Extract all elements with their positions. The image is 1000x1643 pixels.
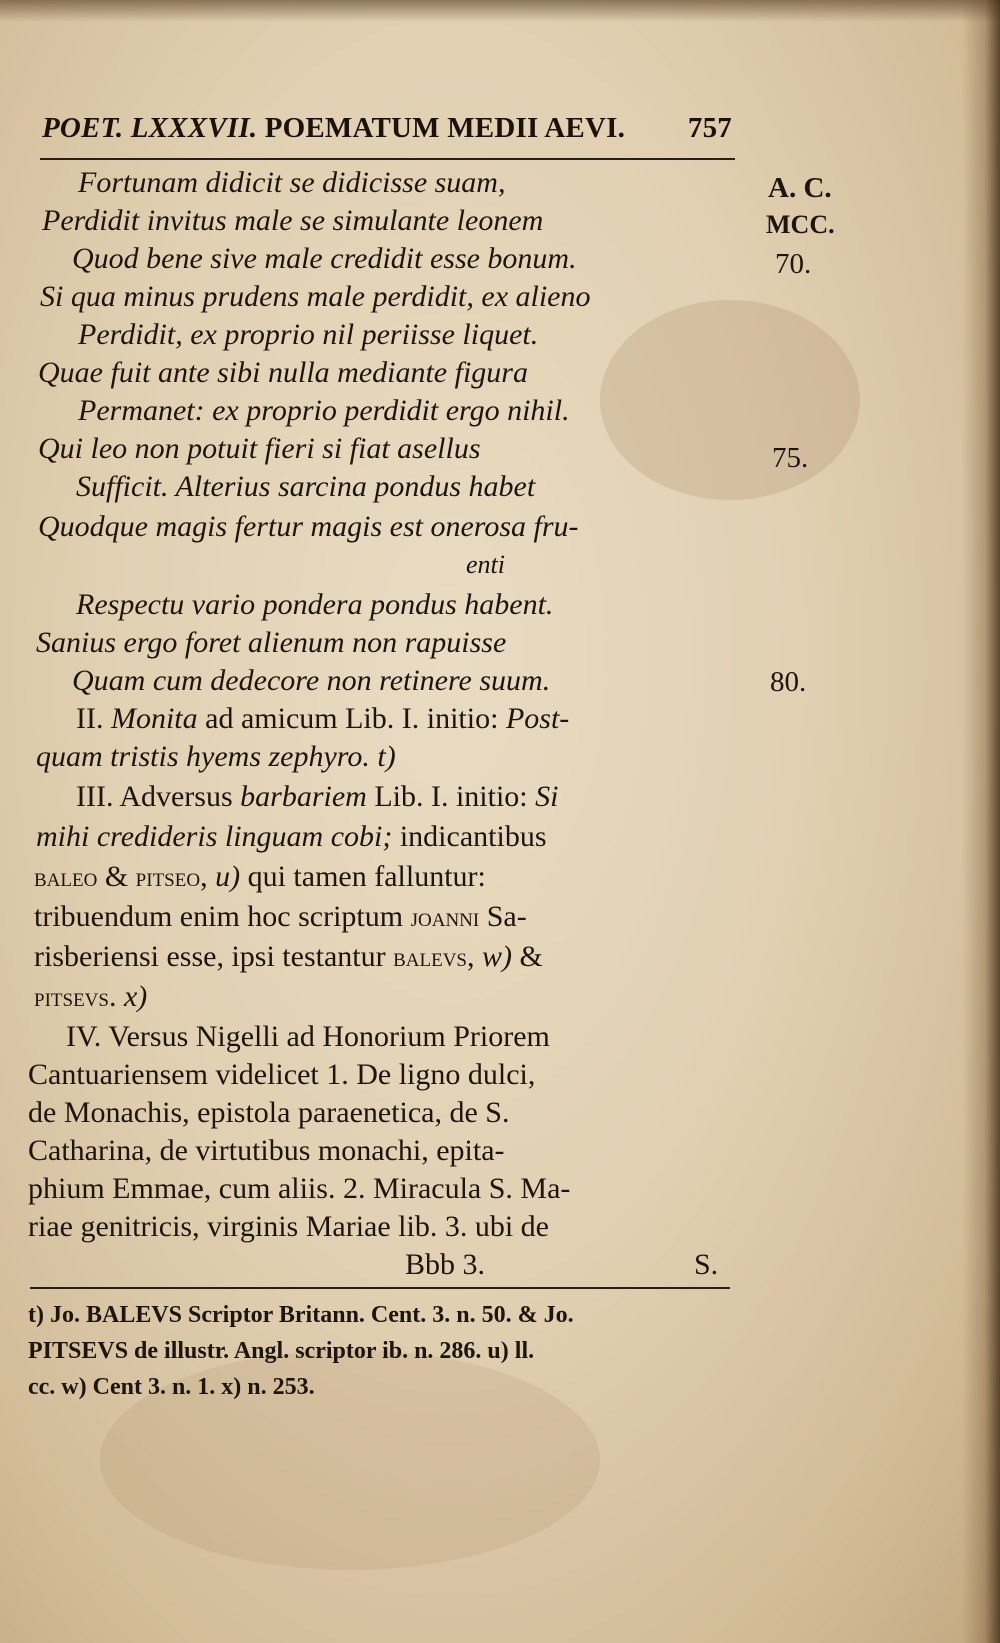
- margin-era: A. C.: [768, 172, 832, 204]
- text-run: &: [512, 940, 543, 973]
- text-run: Sa-: [479, 900, 527, 933]
- text-run: Monita: [110, 702, 198, 735]
- text-run: III. Adversus: [76, 780, 241, 813]
- verse-line: Perdidit invitus male se simulante leonem: [42, 204, 544, 237]
- verse-line: Perdidit, ex proprio nil periisse liquet.: [78, 318, 539, 351]
- footnote-rule: [30, 1287, 730, 1289]
- paragraph-iv-line5: phium Emmae, cum aliis. 2. Miracula S. Ma-: [28, 1172, 571, 1205]
- paragraph-iii-line6: [34, 980, 147, 1014]
- paragraph-iv-line6: riae genitricis, virginis Mariae lib. 3. ubi de: [28, 1210, 549, 1243]
- text-run: x): [123, 980, 148, 1013]
- page-top-shadow: [0, 0, 1000, 22]
- paragraph-iii-line5: [34, 940, 543, 974]
- verse-line: Quodque magis fertur magis est onerosa fru-: [38, 510, 579, 543]
- text-run: Si: [535, 780, 559, 813]
- footnote-line: PITSEVS de illustr. Angl. scriptor ib. n. 286. u) ll.: [28, 1338, 535, 1364]
- paper-stain: [600, 300, 860, 500]
- paragraph-iv-line3: de Monachis, epistola paraenetica, de S.: [28, 1096, 510, 1129]
- footnote-line: cc. w) Cent 3. n. 1. x) n. 253.: [28, 1374, 315, 1400]
- text-run: baleo: [34, 862, 98, 892]
- page-number: 757: [687, 112, 732, 144]
- footnote-line: t) Jo. BALEVS Scriptor Britann. Cent. 3. n. 50. & Jo.: [28, 1302, 574, 1328]
- text-run: &: [97, 860, 136, 893]
- catchword: S.: [694, 1248, 719, 1281]
- header-title: POEMATUM MEDII AEVI.: [264, 112, 626, 144]
- margin-line-75: 75.: [772, 442, 809, 474]
- paragraph-iv-line4: Catharina, de virtutibus monachi, epita-: [28, 1134, 505, 1167]
- paragraph-iii-line2: [36, 820, 547, 854]
- verse-line: Si qua minus prudens male perdidit, ex alieno: [40, 280, 591, 313]
- verse-line: Permanet: ex proprio perdidit ergo nihil.: [78, 394, 570, 427]
- paragraph-iii-line1: [76, 780, 558, 814]
- running-header: [42, 112, 732, 145]
- text-run: joanni: [410, 902, 480, 932]
- verse-line: Qui leo non potuit fieri si fiat asellus: [38, 432, 481, 465]
- text-run: pitseo: [135, 862, 201, 892]
- margin-line-70: 70.: [775, 248, 812, 280]
- margin-line-80: 80.: [770, 666, 807, 698]
- text-run: ,: [467, 940, 482, 973]
- verse-line: Quam cum dedecore non retinere suum.: [72, 664, 551, 697]
- paragraph-iv-line1: IV. Versus Nigelli ad Honorium Priorem: [66, 1020, 550, 1053]
- text-run: Lib. I. initio:: [366, 780, 536, 813]
- text-run: ,: [200, 860, 216, 893]
- text-run: pitsevs: [34, 982, 109, 1012]
- text-run: w): [482, 940, 512, 973]
- text-run: barbariem: [240, 780, 367, 813]
- text-run: balevs: [393, 942, 467, 972]
- paragraph-ii-line1: [76, 702, 569, 736]
- text-run: Post-: [505, 702, 570, 735]
- verse-line: Respectu vario pondera pondus habent.: [76, 588, 554, 621]
- verse-line: Quae fuit ante sibi nulla mediante figura: [38, 356, 528, 389]
- paragraph-ii-line2: quam tristis hyems zephyro. t): [36, 740, 396, 773]
- page-right-shadow: [962, 0, 1000, 1643]
- paragraph-iv-line2: Cantuariensem videlicet 1. De ligno dulci,: [28, 1058, 536, 1091]
- text-run: indicantibus: [392, 820, 547, 853]
- text-run: u): [215, 860, 241, 893]
- signature-mark: Bbb 3.: [405, 1248, 486, 1281]
- verse-line: Sanius ergo foret alienum non rapuisse: [36, 626, 507, 659]
- header-rule: [40, 158, 735, 160]
- margin-year: MCC.: [766, 210, 835, 239]
- text-run: .: [108, 980, 124, 1013]
- text-run: qui tamen falluntur:: [240, 860, 486, 893]
- verse-line: Quod bene sive male credidit esse bonum.: [72, 242, 577, 275]
- text-run: ad amicum Lib. I. initio:: [197, 702, 506, 735]
- paragraph-iii-line3: [34, 860, 486, 894]
- text-run: II.: [76, 702, 111, 735]
- verse-line: Sufficit. Alterius sarcina pondus habet: [76, 470, 536, 503]
- text-run: tribuendum enim hoc scriptum: [34, 900, 411, 933]
- text-run: risberiensi esse, ipsi testantur: [34, 940, 394, 973]
- paragraph-iii-line4: [34, 900, 527, 934]
- verse-line: Fortunam didicit se didicisse suam,: [78, 166, 506, 199]
- verse-line-continuation: enti: [466, 550, 505, 579]
- text-run: mihi credideris linguam cobi;: [36, 820, 393, 853]
- header-section: POET. LXXXVII.: [42, 112, 258, 144]
